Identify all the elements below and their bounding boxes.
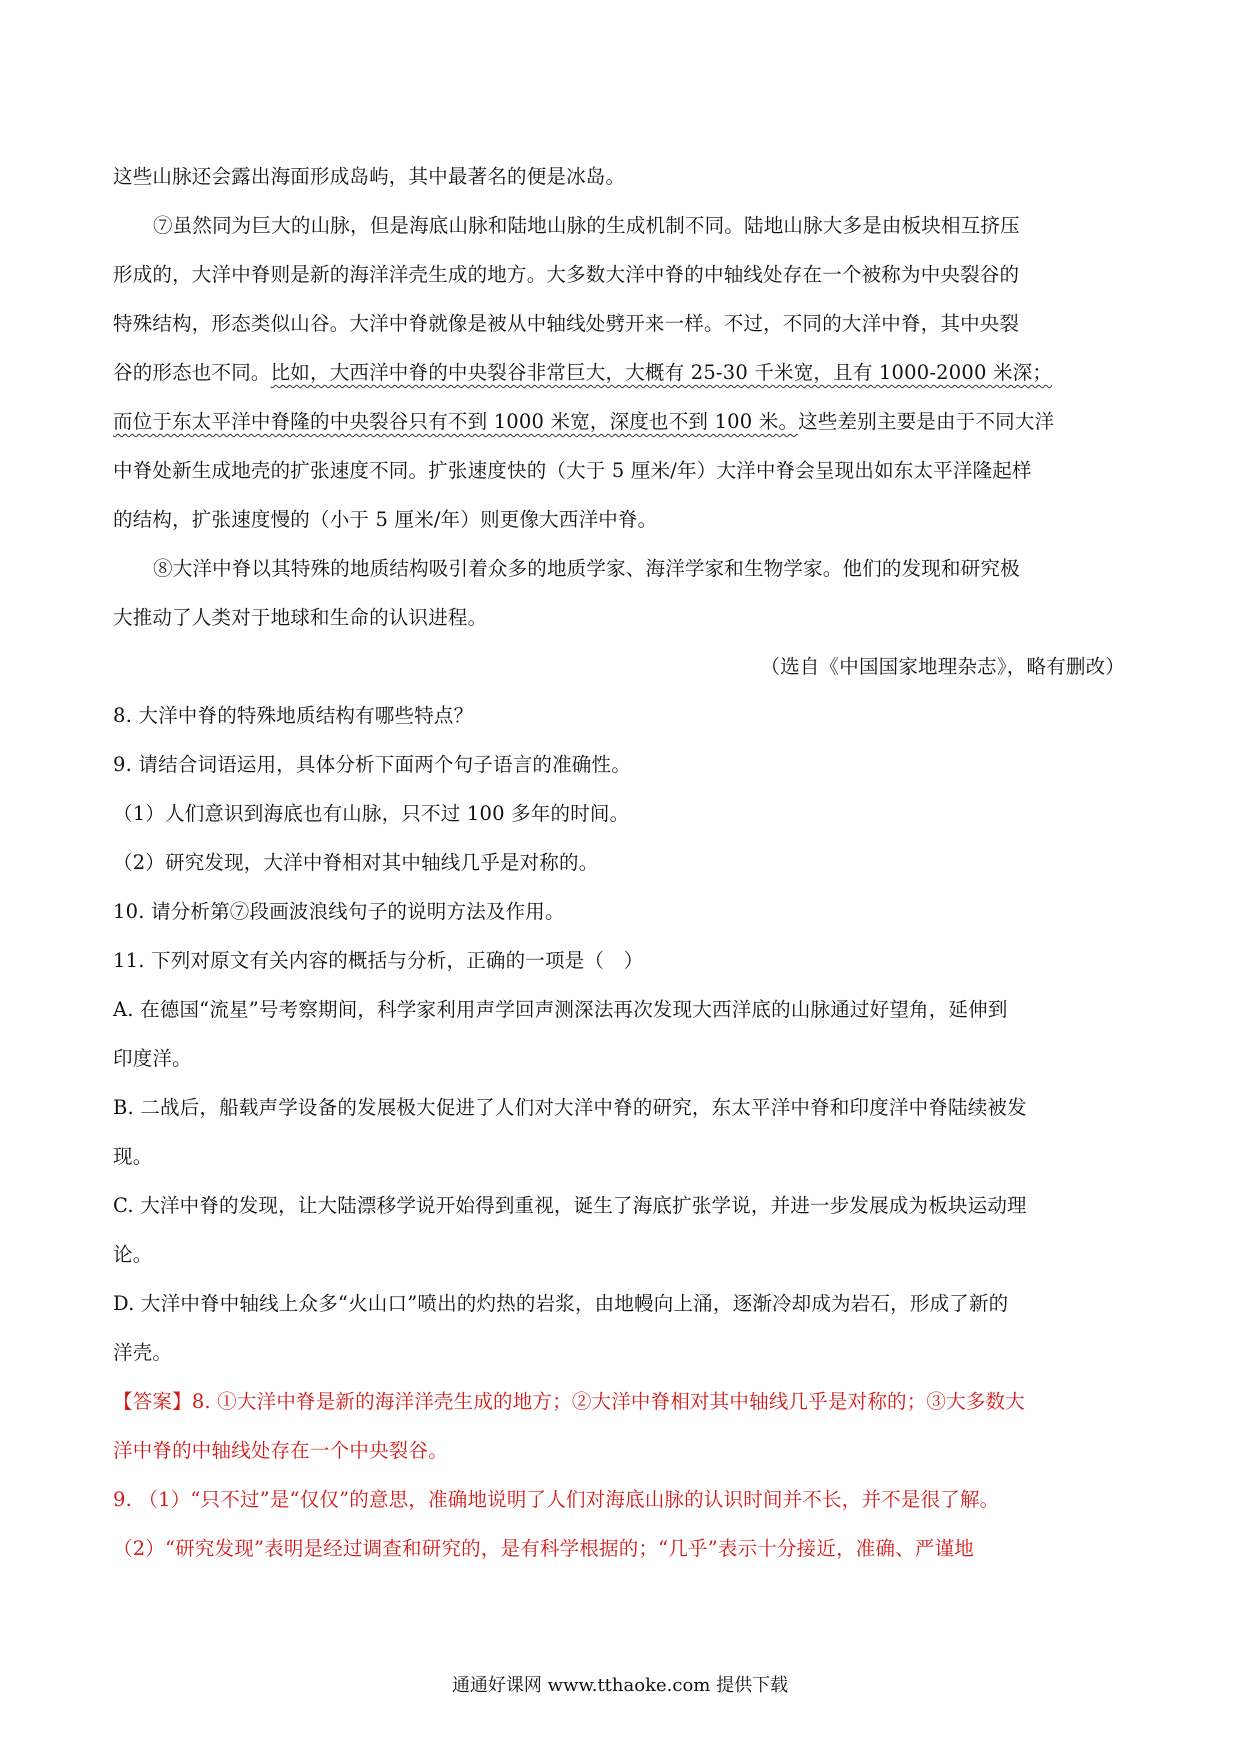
source-citation: （选自《中国国家地理杂志》，略有删改） <box>760 655 1125 678</box>
option-c: C. 大洋中脊的发现，让大陆漂移学说开始得到重视，诞生了海底扩张学说，并进一步发展成为板块运动理 <box>113 1194 1027 1217</box>
option-a: A. 在德国“流星”号考察期间，科学家利用声学回声测深法再次发现大西洋底的山脉通过好望角，延伸到 <box>113 998 1008 1021</box>
passage-line: 这些山脉还会露出海面形成岛屿，其中最著名的便是冰岛。 <box>113 165 626 188</box>
question-9: 9. 请结合词语运用，具体分析下面两个句子语言的准确性。 <box>113 753 631 776</box>
plain-text: 谷的形态也不同。 <box>113 361 271 384</box>
paragraph-8-line: 大推动了人类对于地球和生命的认识进程。 <box>113 606 488 629</box>
option-d: D. 大洋中脊中轴线上众多“火山口”喷出的灼热的岩浆，由地幔向上涌，逐渐冷却成为岩石，形成了新的 <box>113 1292 1009 1315</box>
option-a-cont: 印度洋。 <box>113 1047 192 1070</box>
paragraph-7-line <box>113 397 1133 446</box>
question-10: 10. 请分析第⑦段画波浪线句子的说明方法及作用。 <box>113 900 565 923</box>
answer-9: 9. （1）“只不过”是“仅仅”的意思，准确地说明了人们对海底山脉的认识时间并不长，并不是很了解。 <box>113 1488 1000 1511</box>
option-b-cont: 现。 <box>113 1145 153 1168</box>
paragraph-7-line: ⑦虽然同为巨大的山脉，但是海底山脉和陆地山脉的生成机制不同。陆地山脉大多是由板块相互挤压 <box>153 214 1020 237</box>
page-footer: 通通好课网 www.tthaoke.com 提供下载 <box>451 1675 789 1696</box>
question-9-sentence-1: （1）人们意识到海底也有山脉，只不过 100 多年的时间。 <box>113 802 630 825</box>
plain-text: 这些差别主要是由于不同大洋 <box>798 410 1055 433</box>
answer-8-cont: 洋中脊的中轴线处存在一个中央裂谷。 <box>113 1439 448 1462</box>
option-d-cont: 洋壳。 <box>113 1341 173 1364</box>
answer-8 <box>113 1377 1133 1426</box>
question-8: 8. 大洋中脊的特殊地质结构有哪些特点？ <box>113 704 474 727</box>
option-b: B. 二战后，船载声学设备的发展极大促进了人们对大洋中脊的研究，东太平洋中脊和印度洋中脊陆续被发 <box>113 1096 1027 1119</box>
answer-8-text: 8. ①大洋中脊是新的海洋洋壳生成的地方；②大洋中脊相对其中轴线几乎是对称的；③大多数大 <box>191 1390 1025 1413</box>
paragraph-7-line: 中脊处新生成地壳的扩张速度不同。扩张速度快的（大于 5 厘米/年）大洋中脊会呈现出如东太平洋隆起样 <box>113 459 1032 482</box>
option-c-cont: 论。 <box>113 1243 153 1266</box>
question-11: 11. 下列对原文有关内容的概括与分析，正确的一项是（ ） <box>113 949 644 972</box>
page-content <box>113 152 1133 1573</box>
wavy-underlined-sentence: 而位于东太平洋中脊隆的中央裂谷只有不到 1000 米宽，深度也不到 100 米。 <box>113 410 799 433</box>
paragraph-7-line: 特殊结构，形态类似山谷。大洋中脊就像是被从中轴线处劈开来一样。不过，不同的大洋中脊，其中央裂 <box>113 312 1020 335</box>
paragraph-8-line: ⑧大洋中脊以其特殊的地质结构吸引着众多的地质学家、海洋学家和生物学家。他们的发现和研究极 <box>153 557 1020 580</box>
wavy-underlined-sentence: 比如，大西洋中脊的中央裂谷非常巨大，大概有 25-30 千米宽，且有 1000-2000 米深； <box>270 361 1053 384</box>
question-9-sentence-2: （2）研究发现，大洋中脊相对其中轴线几乎是对称的。 <box>113 851 599 874</box>
paragraph-7-line: 的结构，扩张速度慢的（小于 5 厘米/年）则更像大西洋中脊。 <box>113 508 658 531</box>
answer-tag: 【答案】 <box>113 1390 192 1413</box>
answer-9-cont: （2）“研究发现”表明是经过调查和研究的，是有科学根据的；“几乎”表示十分接近，准确、严谨地 <box>113 1537 974 1560</box>
paragraph-7-line <box>113 348 1133 397</box>
paragraph-7-line: 形成的，大洋中脊则是新的海洋洋壳生成的地方。大多数大洋中脊的中轴线处存在一个被称为中央裂谷的 <box>113 263 1020 286</box>
